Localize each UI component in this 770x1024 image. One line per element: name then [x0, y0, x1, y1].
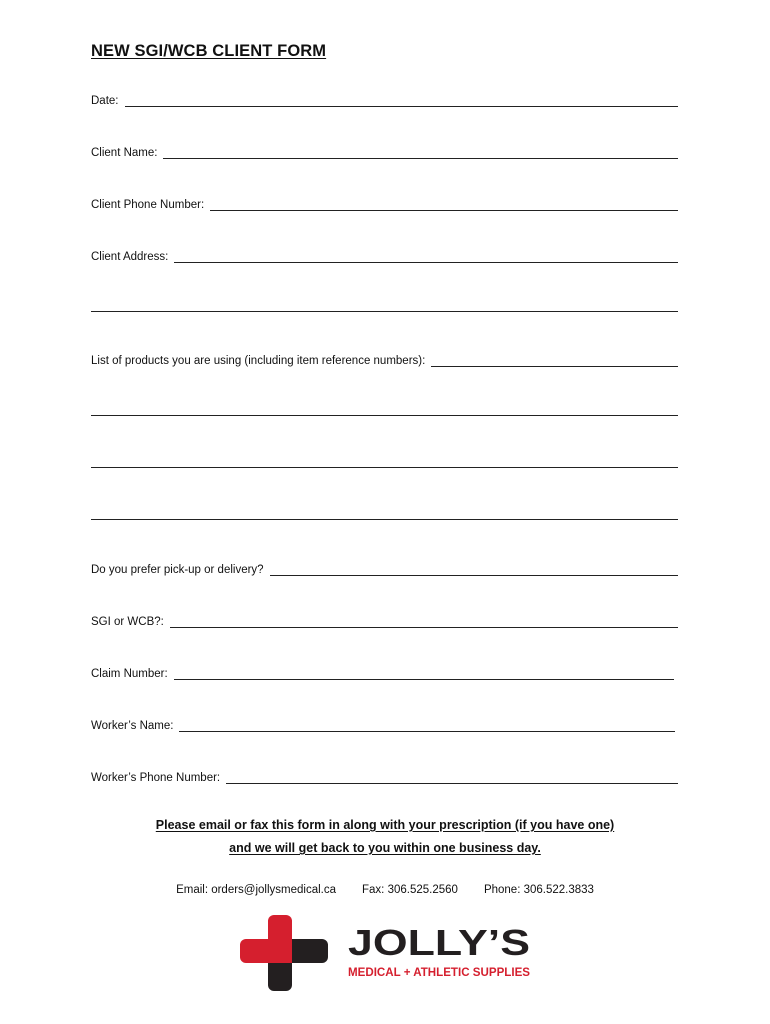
logo-wordmark: JOLLY’S	[348, 922, 530, 963]
client-address-line-2[interactable]	[91, 311, 678, 312]
sgi-wcb-field[interactable]	[91, 611, 678, 629]
client-address-input[interactable]	[174, 250, 678, 263]
client-address-label: Client Address:	[91, 251, 169, 263]
workers-name-input[interactable]	[179, 719, 675, 732]
products-line-3[interactable]	[91, 467, 678, 468]
workers-phone-input[interactable]	[226, 771, 678, 784]
instructions-line-1: Please email or fax this form in along with your prescription (if you have one)	[155, 818, 615, 832]
logo-tagline: MEDICAL + ATHLETIC SUPPLIES	[348, 965, 530, 979]
client-address-field[interactable]	[91, 246, 678, 264]
sgi-wcb-label: SGI or WCB?:	[91, 616, 164, 628]
pickup-delivery-field[interactable]	[91, 559, 678, 577]
instructions-line-2: and we will get back to you within one business day.	[229, 841, 541, 855]
contact-info	[0, 884, 770, 896]
client-phone-label: Client Phone Number:	[91, 199, 205, 211]
products-line-4[interactable]	[91, 519, 678, 520]
client-phone-input[interactable]	[210, 198, 678, 211]
contact-phone: Phone: 306.522.3833	[483, 884, 594, 896]
jollys-logo	[238, 913, 538, 995]
claim-number-label: Claim Number:	[91, 668, 168, 680]
claim-number-input[interactable]	[174, 667, 674, 680]
products-label: List of products you are using (including item reference numbers):	[91, 355, 426, 367]
products-field[interactable]	[91, 350, 678, 368]
products-input[interactable]	[431, 354, 678, 367]
pickup-delivery-input[interactable]	[270, 563, 678, 576]
workers-name-field[interactable]	[91, 715, 675, 733]
products-line-2[interactable]	[91, 415, 678, 416]
form-title: NEW SGI/WCB CLIENT FORM	[91, 42, 327, 60]
date-field[interactable]	[91, 90, 678, 108]
client-name-label: Client Name:	[91, 147, 158, 159]
contact-fax: Fax: 306.525.2560	[362, 884, 458, 896]
medical-cross-icon	[240, 915, 328, 991]
pickup-delivery-label: Do you prefer pick-up or delivery?	[91, 564, 264, 576]
claim-number-field[interactable]	[91, 663, 674, 681]
date-label: Date:	[91, 95, 119, 107]
client-name-input[interactable]	[163, 146, 678, 159]
client-phone-field[interactable]	[91, 194, 678, 212]
contact-email: Email: orders@jollysmedical.ca	[176, 884, 337, 896]
workers-name-label: Worker’s Name:	[91, 720, 174, 732]
sgi-wcb-input[interactable]	[170, 615, 678, 628]
workers-phone-field[interactable]	[91, 767, 678, 785]
date-input[interactable]	[125, 94, 679, 107]
client-name-field[interactable]	[91, 142, 678, 160]
workers-phone-label: Worker’s Phone Number:	[91, 772, 221, 784]
